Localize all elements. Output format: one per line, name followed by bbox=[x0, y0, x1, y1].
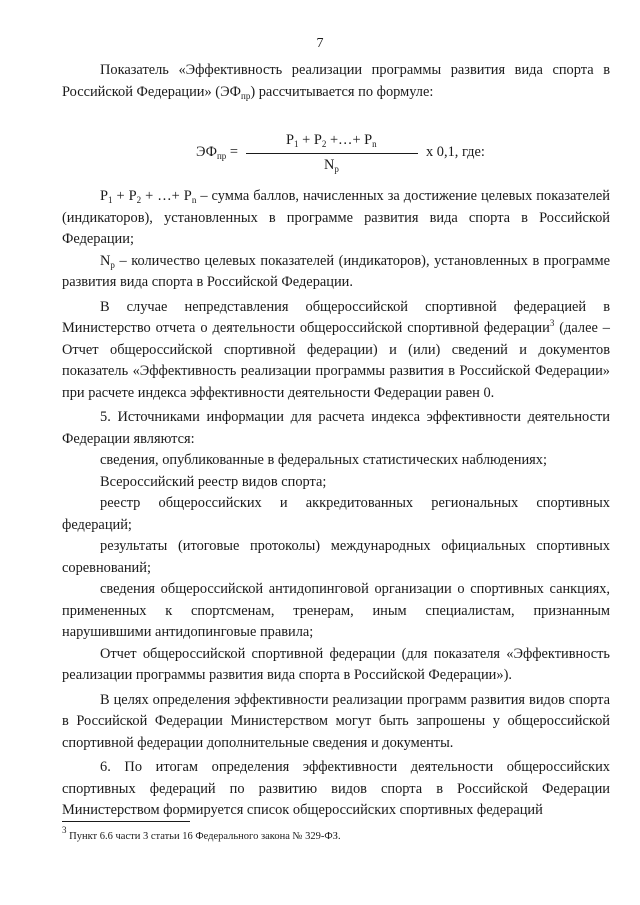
source-item: Всероссийский реестр видов спорта; bbox=[100, 473, 327, 490]
source-item: реестр общероссийских и аккредитованных региональных спортивных федераций; bbox=[62, 495, 610, 533]
paragraph-sources: 5. Источниками информации для расчета индекса эффективности деятельности Федерации являются: bbox=[62, 409, 610, 447]
intro-paragraph: Показатель «Эффективность реализации программы развития вида спорта в Российской Федерации» $(ЭФ_{пр})$ рассчитывается по формуле: bbox=[62, 62, 610, 101]
formula bbox=[0, 132, 640, 176]
page-number: 7 bbox=[316, 36, 324, 51]
formula-numerator: $P_1 + P_2$ +…+ $P_n$ bbox=[286, 132, 377, 149]
formula-denominator: $N_p$ bbox=[324, 157, 339, 174]
paragraph-nonsubmission: В случае непредставления общероссийской спортивной федерацией в Министерство отчета о деятельности общероссийской спортивной федерации$^3$ (далее – Отчет общероссийской спортивной федерации) и (или) сведений и документов показатель «Эффективность реализации программы развития в Российской Федерации» при расчете индекса эффективности деятельности Федерации равен 0. bbox=[62, 298, 610, 401]
definition-points: $P_1 + P_2$ + …+ $P_n$ – сумма баллов, начисленных за достижение целевых показателей (индикаторов), установленных в программе развития вида спорта в Российской Федерации; bbox=[62, 188, 610, 247]
footnote-separator bbox=[62, 821, 190, 822]
source-item: Отчет общероссийской спортивной федерации (для показателя «Эффективность реализации программы развития вида спорта в Российской Федерации»). bbox=[62, 645, 610, 683]
formula-rhs: х 0,1, где: bbox=[426, 144, 485, 160]
source-item: сведения общероссийской антидопинговой организации о спортивных санкциях, примененных к спортсменам, тренерам, иным специалистам, признанным нарушившими антидопинговые правила; bbox=[62, 581, 610, 640]
source-item: сведения, опубликованные в федеральных статистических наблюдениях; bbox=[100, 452, 547, 468]
footnote: $^3$ Пункт 6.6 части 3 статьи 16 Федерального закона № 329-ФЗ. bbox=[62, 825, 341, 842]
paragraph-request: В целях определения эффективности реализации программ развития видов спорта в Российской Федерации Министерством могут быть запрошены у общероссийской спортивной федерации дополнительные сведения и документы. bbox=[62, 691, 610, 751]
paragraph-6: 6. По итогам определения эффективности деятельности общероссийских спортивных федераций по развитию видов спорта в Российской Федерации Министерством формируется список общероссийских спортивных федераций bbox=[62, 759, 610, 818]
intro-block bbox=[62, 60, 610, 103]
formula-lhs: $ЭФ_{пр}$ = bbox=[196, 144, 238, 161]
body-text bbox=[62, 186, 610, 822]
source-item: результаты (итоговые протоколы) международных официальных спортивных соревнований; bbox=[62, 538, 610, 576]
fraction-bar bbox=[246, 153, 418, 154]
definition-count: $N_p$ – количество целевых показателей (индикаторов), установленных в программе развития вида спорта в Российской Федерации. bbox=[62, 252, 610, 290]
